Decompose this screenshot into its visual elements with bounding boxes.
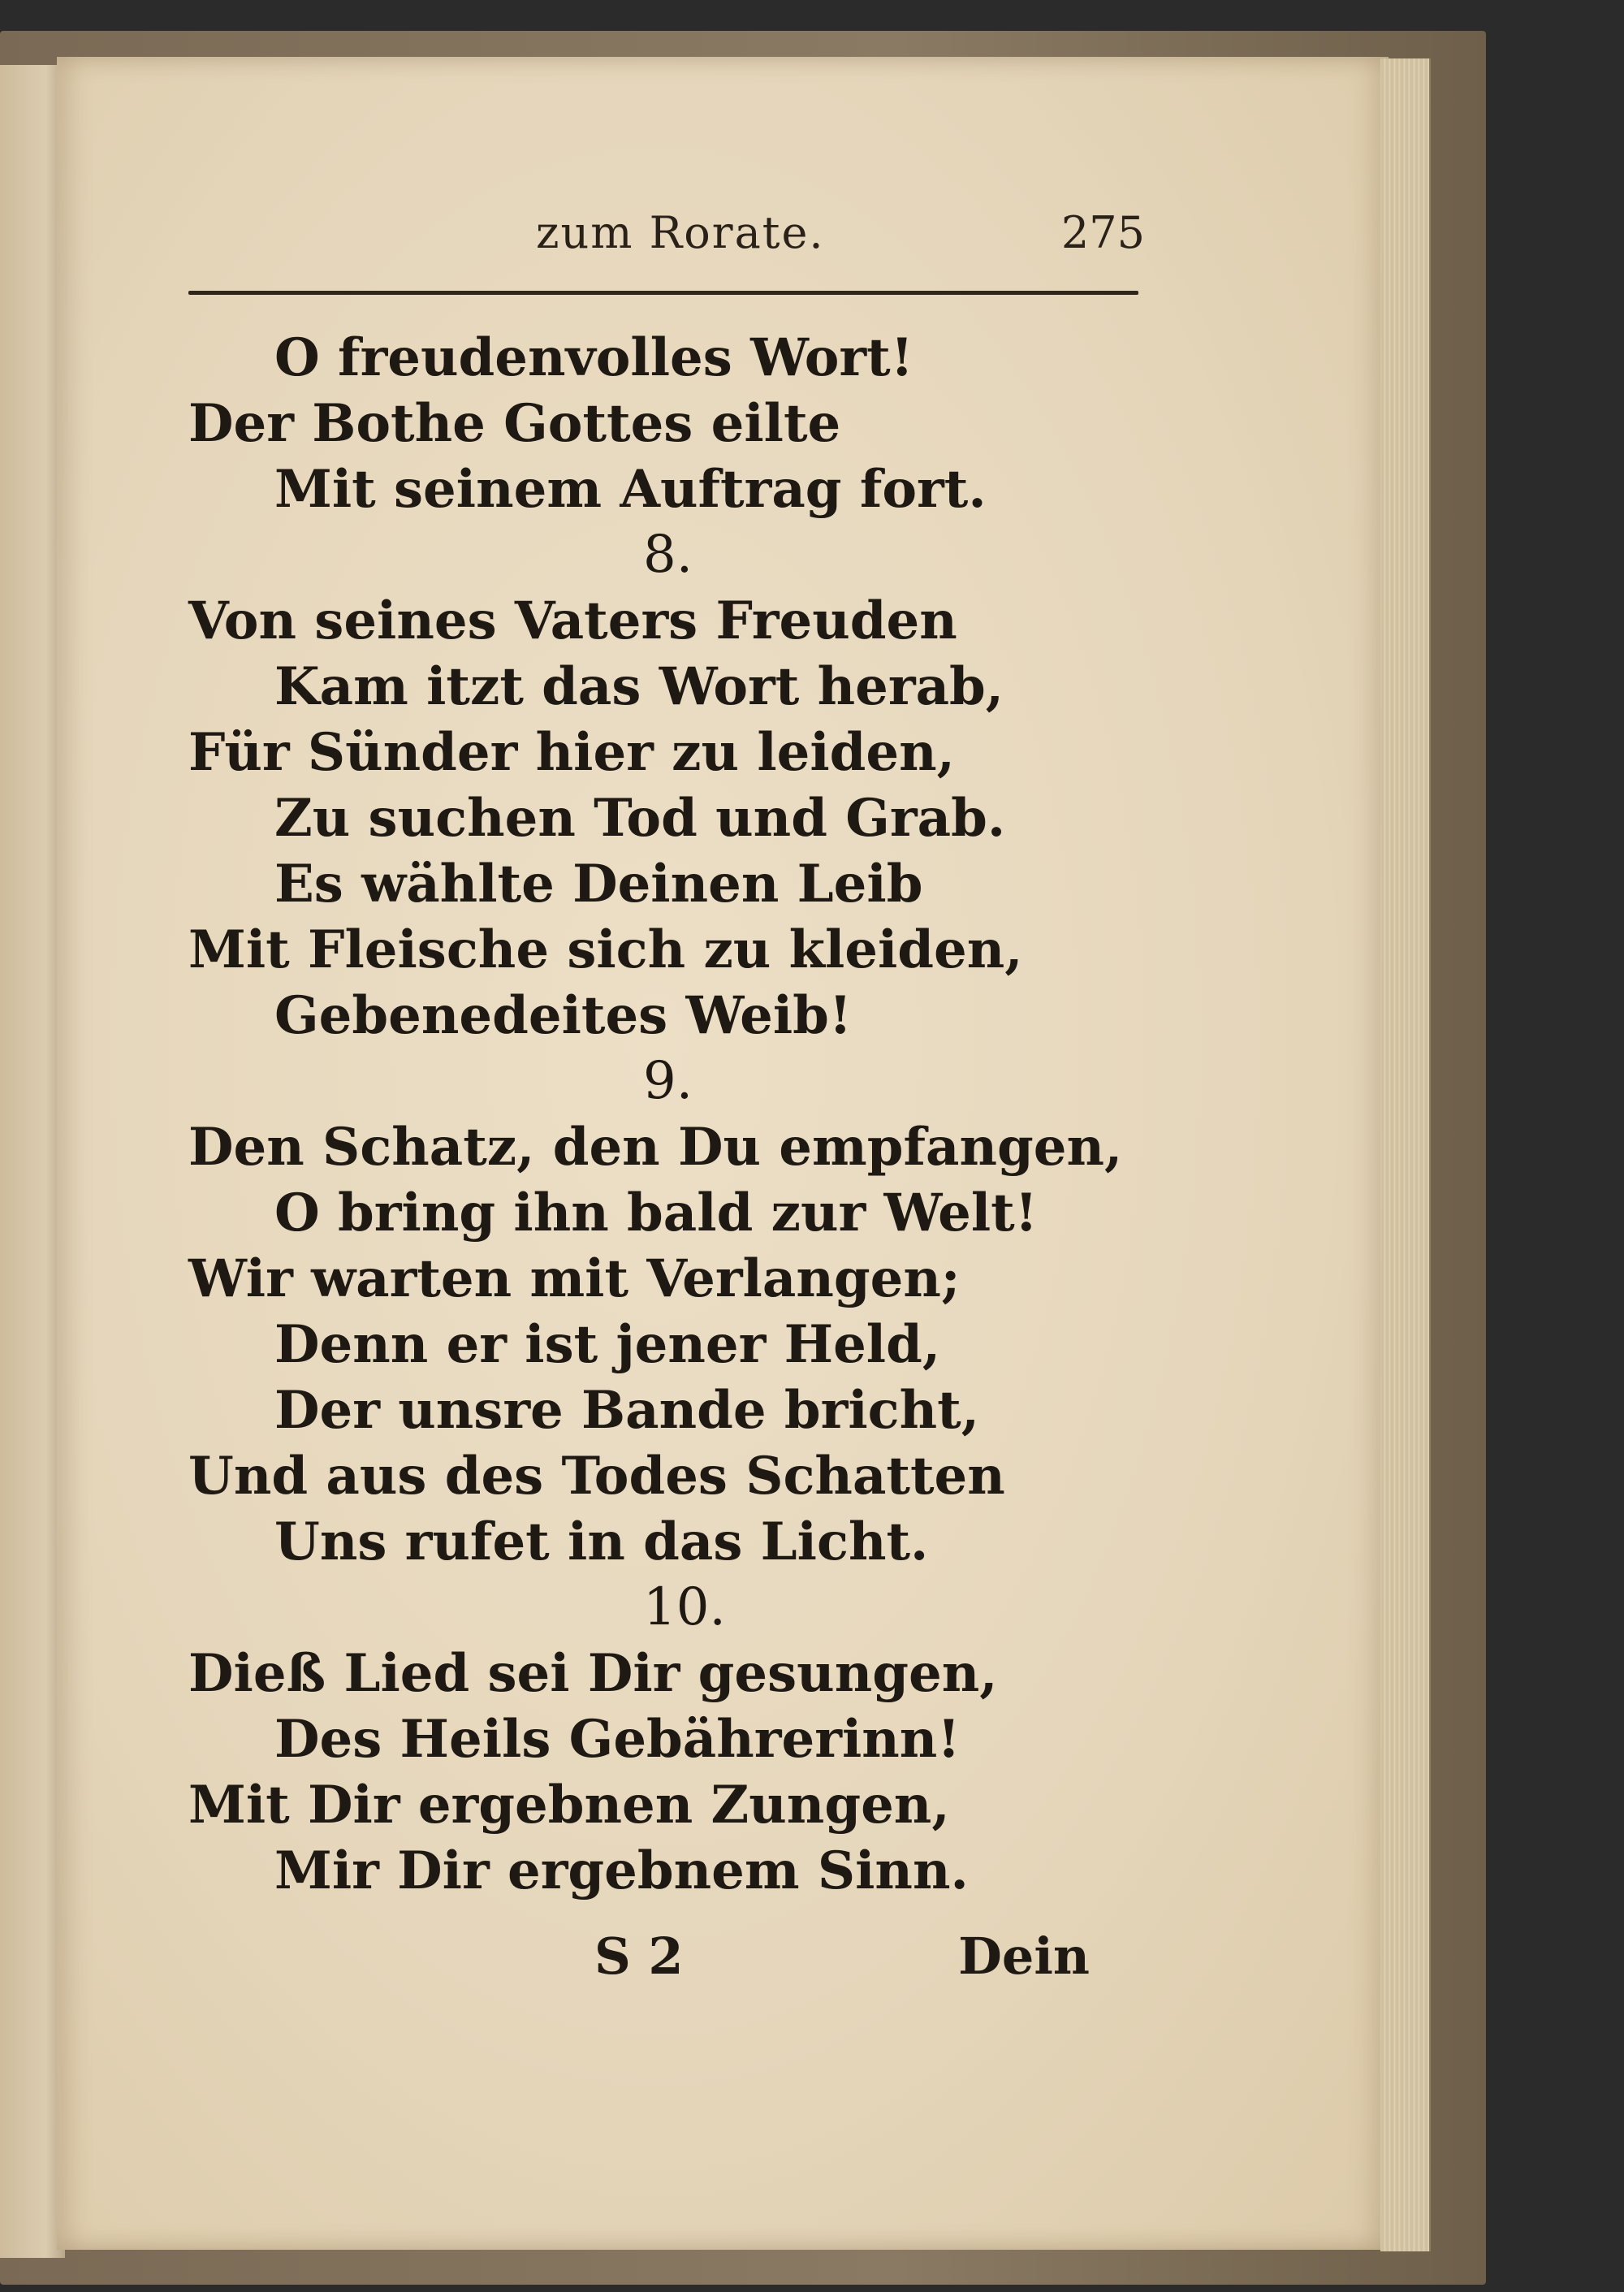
- verse-line: Und aus des Todes Schatten: [188, 1446, 1005, 1507]
- stanza-number: 9.: [643, 1051, 693, 1111]
- verse-block: [188, 325, 1244, 1904]
- verse-line: O freudenvolles Wort!: [274, 327, 914, 388]
- page-header: [187, 207, 1145, 272]
- verse-line: Wir warten mit Verlangen;: [188, 1248, 961, 1309]
- verse-line: Zu suchen Tod und Grab.: [274, 788, 1006, 849]
- header-rule: [188, 291, 1138, 295]
- verse-line: Der unsre Bande bricht,: [274, 1380, 979, 1441]
- page-number: 275: [1060, 207, 1145, 258]
- verse-line: O bring ihn bald zur Welt!: [274, 1183, 1038, 1243]
- verse-line: Mit Dir ergebnen Zungen,: [188, 1775, 950, 1836]
- verse-line: Für Sünder hier zu leiden,: [188, 722, 955, 783]
- page-footer: [188, 1927, 1090, 1991]
- verse-line: Gebenedeites Weib!: [274, 985, 852, 1046]
- stanza-number: 8.: [643, 525, 693, 585]
- stanza-number: 10.: [643, 1577, 726, 1637]
- verse-line: Denn er ist jener Held,: [274, 1314, 941, 1375]
- verse-line: Mit Fleische sich zu kleiden,: [188, 919, 1023, 980]
- verse-line: Der Bothe Gottes eilte: [188, 393, 841, 454]
- verse-line: Es wählte Deinen Leib: [274, 854, 923, 915]
- catchword: Dein: [958, 1927, 1090, 1986]
- verse-line: Von seines Vaters Freuden: [188, 590, 957, 651]
- verse-line: Den Schatz, den Du empfangen,: [188, 1117, 1123, 1178]
- page-edges: [1380, 58, 1431, 2251]
- verse-line: Kam itzt das Wort herab,: [274, 656, 1004, 717]
- running-head: zum Rorate.: [536, 207, 825, 258]
- verse-line: Mir Dir ergebnem Sinn.: [274, 1840, 969, 1901]
- verse-line: Mit seinem Auftrag fort.: [274, 459, 987, 520]
- verse-line: Uns rufet in das Licht.: [274, 1511, 929, 1572]
- signature-mark: S 2: [594, 1927, 684, 1986]
- left-page-edge: [0, 65, 65, 2258]
- verse-line: Des Heils Gebährerinn!: [274, 1709, 961, 1770]
- verse-line: Dieß Lied sei Dir gesungen,: [188, 1643, 998, 1704]
